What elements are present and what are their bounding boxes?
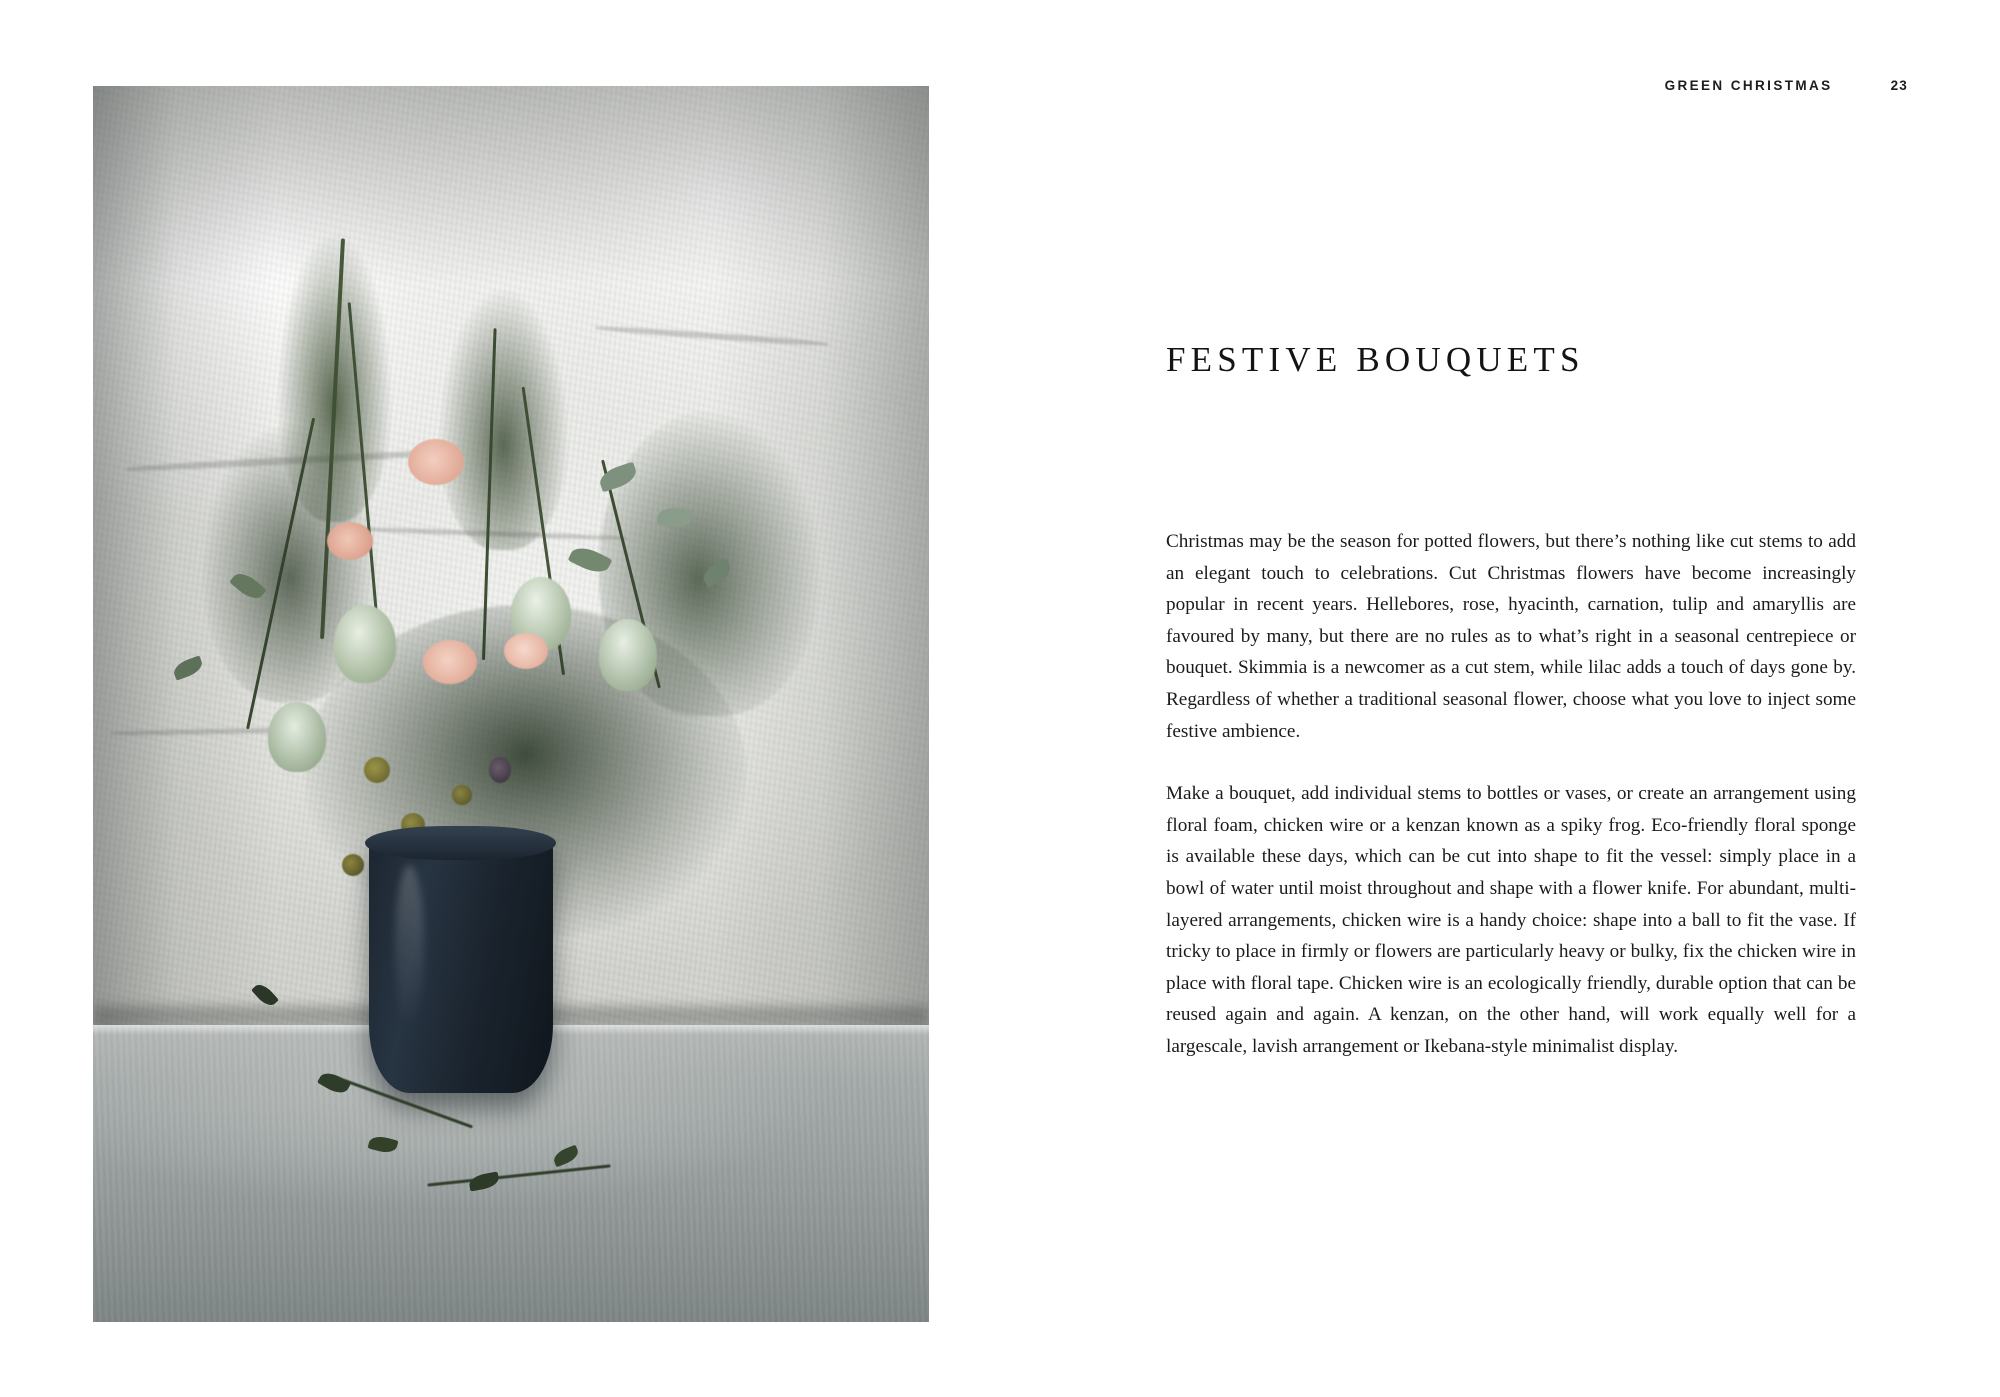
page-number: 23 bbox=[1890, 78, 1908, 93]
tulip-bloom bbox=[599, 619, 657, 691]
photo-canvas bbox=[93, 86, 929, 1322]
carnation-bloom bbox=[327, 522, 373, 560]
seed-head bbox=[342, 854, 364, 876]
running-head bbox=[1665, 78, 1908, 93]
carnation-bloom bbox=[423, 640, 477, 684]
eucalyptus-leaf bbox=[171, 656, 205, 681]
tulip-bloom bbox=[268, 702, 326, 772]
conifer-sprig bbox=[437, 287, 569, 550]
vase-rim bbox=[365, 826, 556, 860]
running-head-chapter: GREEN CHRISTMAS bbox=[1664, 78, 1833, 93]
body-paragraph-2: Make a bouquet, add individual stems to bottles or vases, or create an arrangement using floral foam, chicken wire or a kenzan known as a spiky frog. Eco-friendly floral sponge is available these days, which can be cut into shape to fit the vessel: simply place in a bowl of water until moist throughout and shape with a flower knife. For abundant, multi-layered arrangements, chicken wire is a handy choice: shape into a ball to fit the vase. If tricky to place in firmly or flowers are particularly heavy or bulky, fix the chicken wire in place with floral tape. Chicken wire is an ecologically friendly, durable option that can be reused again and again. A kenzan, on the other hand, will work equally well for a largescale, lavish arrangement or Ikebana-style minimalist display. bbox=[1166, 783, 1856, 1057]
vase-highlight bbox=[395, 865, 424, 1031]
tulip-bloom bbox=[334, 605, 396, 683]
ceramic-vase bbox=[369, 834, 553, 1094]
bouquet-photograph bbox=[93, 86, 929, 1322]
body-paragraph-1: Christmas may be the season for potted flowers, but there’s nothing like cut stems to add an elegant touch to celebrations. Cut Christmas flowers have become increasingly popular in recent years. Hellebores, rose, hyacinth, carnation, tulip and amaryllis are favoured by many, but there are no rules as to what’s right in a seasonal centrepiece or bouquet. Skimmia is a newcomer as a cut stem, while lilac adds a touch of days gone by. Regardless of whether a traditional seasonal flower, choose what you love to inject some festive ambience. bbox=[1166, 531, 1856, 742]
carnation-bloom bbox=[408, 439, 464, 485]
carnation-bloom bbox=[504, 633, 548, 669]
page-title: FESTIVE BOUQUETS bbox=[1166, 340, 1585, 379]
article-text-column bbox=[1166, 340, 1856, 1063]
